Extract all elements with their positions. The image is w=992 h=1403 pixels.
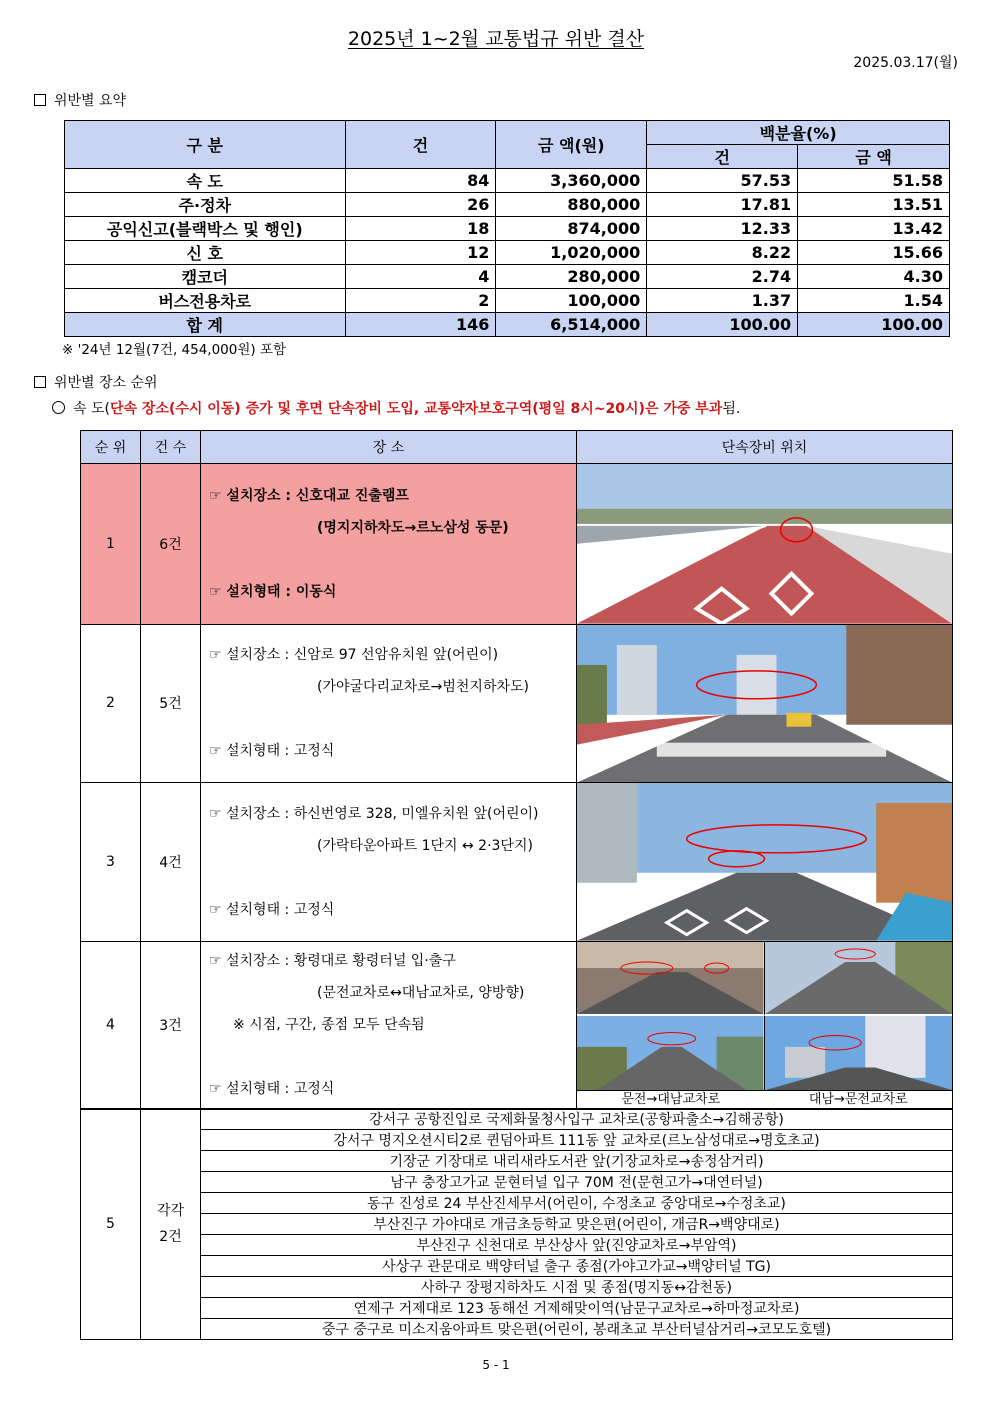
camera-photo [577, 624, 953, 783]
camera-photo [577, 783, 953, 942]
table-row: 동구 진성로 24 부산진세무서(어린이, 수정초교 중앙대로→수정초교) [81, 1193, 953, 1214]
table-row: 부산진구 신천대로 부산상사 앞(진양교차로→부암역) [81, 1235, 953, 1256]
section-label: 위반별 요약 [54, 93, 127, 109]
camera-photo-grid [577, 941, 953, 1109]
total-row: 합 계 146 6,514,000 100.00 100.00 [65, 313, 950, 337]
header-place: 장 소 [201, 431, 577, 464]
table-row: 4 3건 ☞ 설치장소 : 황령대로 황령터널 입·출구 (문전교차로↔대남교차로, 양방향) ※ 시점, 구간, 종점 모두 단속됨 ☞ 설치형태 : 고정식 문전→대남교차로 대남→문전교차로 [81, 941, 953, 1109]
header-rank: 순 위 [81, 431, 141, 464]
table-row: 남구 충장고가교 문현터널 입구 70M 전(문현고가→대연터널) [81, 1172, 953, 1193]
header-category: 구 분 [65, 121, 346, 169]
header-pct-amount: 금 액 [798, 145, 950, 169]
table-row: 버스전용차로 2 100,000 1.37 1.54 [65, 289, 950, 313]
summary-table [64, 120, 950, 337]
table-row: 사하구 장평지하차도 시점 및 종점(명지동↔감천동) [81, 1277, 953, 1298]
table-row: 1 6건 ☞ 설치장소 : 신호대교 진출램프 (명지지하차도→르노삼성 동문) ☞ 설치형태 : 이동식 [81, 464, 953, 625]
table-row: 중구 중구로 미소지움아파트 맞은편(어린이, 봉래초교 부산터널삼거리→코모도호텔) [81, 1319, 953, 1340]
table-row: 연제구 거제대로 123 동해선 거제해맞이역(남문구교차로→하마정교차로) [81, 1298, 953, 1319]
highlight-text: 단속 장소(수시 이동) 증가 및 후면 단속장비 도입, 교통약자보호구역(평일 8시~20시)은 가중 부과 [109, 401, 723, 417]
table-row: 5 각각 2건 강서구 공항진입로 국제화물청사입구 교차로(공항파출소→김해공항) [81, 1109, 953, 1130]
rank5-table [80, 1108, 953, 1340]
header-pct-count: 건 [647, 145, 798, 169]
table-row: 주·정차 26 880,000 17.81 13.51 [65, 193, 950, 217]
header-count: 건 [345, 121, 496, 169]
checkbox-square-icon [34, 94, 46, 106]
location-table [80, 430, 953, 1110]
table-row: 기장군 기장대로 내리새라도서관 앞(기장교차로→송정삼거리) [81, 1151, 953, 1172]
circle-bullet-icon [52, 401, 65, 414]
section-label: 위반별 장소 순위 [54, 375, 158, 391]
table-row: 사상구 관문대로 백양터널 출구 종점(가야고가교→백양터널 TG) [81, 1256, 953, 1277]
table-row: 공익신고(블랙박스 및 행인) 18 874,000 12.33 13.42 [65, 217, 950, 241]
page-number: 5 - 1 [482, 1358, 510, 1372]
camera-photo [577, 464, 953, 625]
section-location-heading [34, 372, 158, 392]
photo-caption: 문전→대남교차로 [577, 1090, 765, 1108]
page-title: 2025년 1~2월 교통법규 위반 결산 [347, 28, 645, 50]
footnote: ※ '24년 12월(7건, 454,000원) 포함 [62, 342, 287, 358]
header-equip: 단속장비 위치 [577, 431, 953, 464]
table-row: 부산진구 가야대로 개금초등학교 맞은편(어린이, 개금R→백양대로) [81, 1214, 953, 1235]
header-count: 건 수 [141, 431, 201, 464]
section-summary-heading [34, 90, 126, 110]
table-row: 강서구 명지오션시티2로 퀸덤아파트 111동 앞 교차로(르노삼성대로→명호초교) [81, 1130, 953, 1151]
header-percent: 백분율(%) [647, 121, 950, 145]
table-row: 2 5건 ☞ 설치장소 : 신암로 97 선암유치원 앞(어린이) (가야굴다리교차로→범천지하차도) ☞ 설치형태 : 고정식 [81, 624, 953, 783]
photo-caption: 대남→문전교차로 [765, 1090, 953, 1108]
table-row: 3 4건 ☞ 설치장소 : 하신번영로 328, 미엘유치원 앞(어린이) (가락타운아파트 1단지 ↔ 2·3단지) ☞ 설치형태 : 고정식 [81, 783, 953, 942]
report-date: 2025.03.17(월) [853, 55, 958, 71]
header-amount: 금 액(원) [496, 121, 647, 169]
table-row: 속 도 84 3,360,000 57.53 51.58 [65, 169, 950, 193]
table-row: 캠코더 4 280,000 2.74 4.30 [65, 265, 950, 289]
table-row: 신 호 12 1,020,000 8.22 15.66 [65, 241, 950, 265]
speed-description: 속 도(단속 장소(수시 이동) 증가 및 후면 단속장비 도입, 교통약자보호구역(평일 8시~20시)은 가중 부과됨. [52, 398, 740, 418]
checkbox-square-icon [34, 376, 46, 388]
